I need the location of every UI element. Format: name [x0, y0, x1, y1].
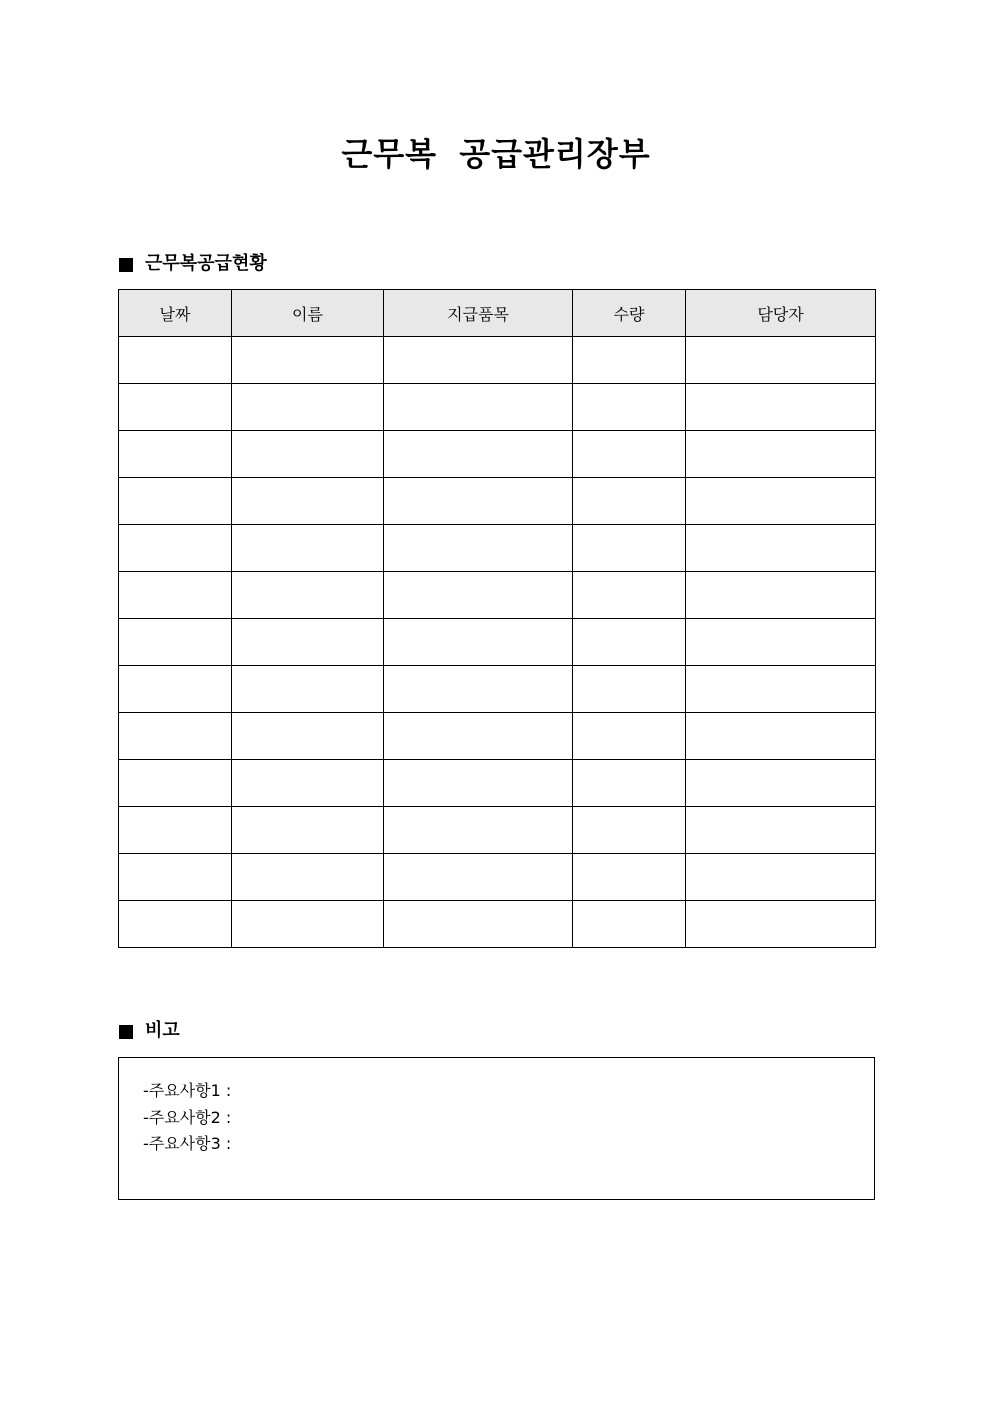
table-cell[interactable] — [119, 760, 232, 807]
table-cell[interactable] — [232, 807, 384, 854]
table-cell[interactable] — [384, 666, 573, 713]
table-cell[interactable] — [573, 901, 686, 948]
table-header-row — [119, 290, 876, 337]
page-title: 근무복 공급관리장부 — [341, 135, 651, 173]
remark-item-3: -주요사항3 : — [143, 1134, 232, 1153]
table-cell[interactable] — [232, 713, 384, 760]
table-row — [119, 431, 876, 478]
table-cell[interactable] — [686, 478, 876, 525]
table-cell[interactable] — [573, 713, 686, 760]
column-header-name: 이름 — [232, 290, 384, 337]
table-row — [119, 572, 876, 619]
table-cell[interactable] — [686, 384, 876, 431]
table-cell[interactable] — [686, 666, 876, 713]
table-cell[interactable] — [384, 713, 573, 760]
table-cell[interactable] — [686, 901, 876, 948]
table-row — [119, 901, 876, 948]
table-cell[interactable] — [573, 666, 686, 713]
table-cell[interactable] — [686, 760, 876, 807]
table-cell[interactable] — [686, 431, 876, 478]
table-cell[interactable] — [119, 666, 232, 713]
table-cell[interactable] — [119, 572, 232, 619]
table-cell[interactable] — [119, 525, 232, 572]
supply-table-body — [119, 337, 876, 948]
remark-item-1: -주요사항1 : — [143, 1081, 232, 1100]
table-row — [119, 807, 876, 854]
column-header-quantity: 수량 — [573, 290, 686, 337]
table-cell[interactable] — [232, 854, 384, 901]
table-cell[interactable] — [119, 901, 232, 948]
table-cell[interactable] — [384, 431, 573, 478]
table-cell[interactable] — [119, 384, 232, 431]
supply-section-title: 근무복공급현황 — [145, 253, 267, 274]
table-cell[interactable] — [384, 760, 573, 807]
table-cell[interactable] — [573, 572, 686, 619]
table-cell[interactable] — [573, 337, 686, 384]
table-cell[interactable] — [573, 431, 686, 478]
table-cell[interactable] — [232, 525, 384, 572]
square-bullet-icon — [119, 258, 133, 272]
table-cell[interactable] — [686, 572, 876, 619]
table-cell[interactable] — [384, 337, 573, 384]
table-cell[interactable] — [686, 337, 876, 384]
table-cell[interactable] — [232, 431, 384, 478]
column-header-date: 날짜 — [119, 290, 232, 337]
table-cell[interactable] — [384, 384, 573, 431]
table-row — [119, 384, 876, 431]
table-row — [119, 666, 876, 713]
table-cell[interactable] — [686, 854, 876, 901]
square-bullet-icon — [119, 1025, 133, 1039]
table-row — [119, 525, 876, 572]
table-cell[interactable] — [119, 854, 232, 901]
table-cell[interactable] — [384, 807, 573, 854]
table-cell[interactable] — [573, 384, 686, 431]
table-row — [119, 854, 876, 901]
table-cell[interactable] — [384, 572, 573, 619]
table-cell[interactable] — [232, 760, 384, 807]
table-cell[interactable] — [384, 901, 573, 948]
table-cell[interactable] — [686, 807, 876, 854]
table-cell[interactable] — [119, 619, 232, 666]
table-cell[interactable] — [686, 713, 876, 760]
table-cell[interactable] — [686, 525, 876, 572]
table-cell[interactable] — [232, 337, 384, 384]
remarks-box — [118, 1057, 875, 1200]
table-cell[interactable] — [232, 572, 384, 619]
table-cell[interactable] — [232, 478, 384, 525]
table-cell[interactable] — [119, 431, 232, 478]
column-header-item: 지급품목 — [384, 290, 573, 337]
supply-table — [118, 289, 876, 948]
remark-item-2: -주요사항2 : — [143, 1107, 232, 1127]
table-cell[interactable] — [119, 478, 232, 525]
remarks-section-heading — [119, 1019, 180, 1043]
column-header-manager: 담당자 — [686, 290, 876, 337]
remarks-section-title: 비고 — [145, 1020, 180, 1041]
table-cell[interactable] — [384, 854, 573, 901]
table-cell[interactable] — [232, 619, 384, 666]
table-cell[interactable] — [384, 525, 573, 572]
table-cell[interactable] — [119, 807, 232, 854]
table-cell[interactable] — [573, 525, 686, 572]
table-cell[interactable] — [573, 854, 686, 901]
table-cell[interactable] — [686, 619, 876, 666]
table-cell[interactable] — [119, 337, 232, 384]
table-cell[interactable] — [573, 760, 686, 807]
table-row — [119, 760, 876, 807]
table-row — [119, 619, 876, 666]
table-cell[interactable] — [573, 619, 686, 666]
table-cell[interactable] — [232, 901, 384, 948]
table-cell[interactable] — [573, 807, 686, 854]
table-cell[interactable] — [384, 619, 573, 666]
table-cell[interactable] — [384, 478, 573, 525]
table-row — [119, 337, 876, 384]
table-cell[interactable] — [232, 384, 384, 431]
supply-section-heading — [119, 252, 267, 276]
table-cell[interactable] — [573, 478, 686, 525]
remarks-list — [143, 1078, 231, 1158]
table-cell[interactable] — [232, 666, 384, 713]
table-row — [119, 478, 876, 525]
table-row — [119, 713, 876, 760]
table-cell[interactable] — [119, 713, 232, 760]
